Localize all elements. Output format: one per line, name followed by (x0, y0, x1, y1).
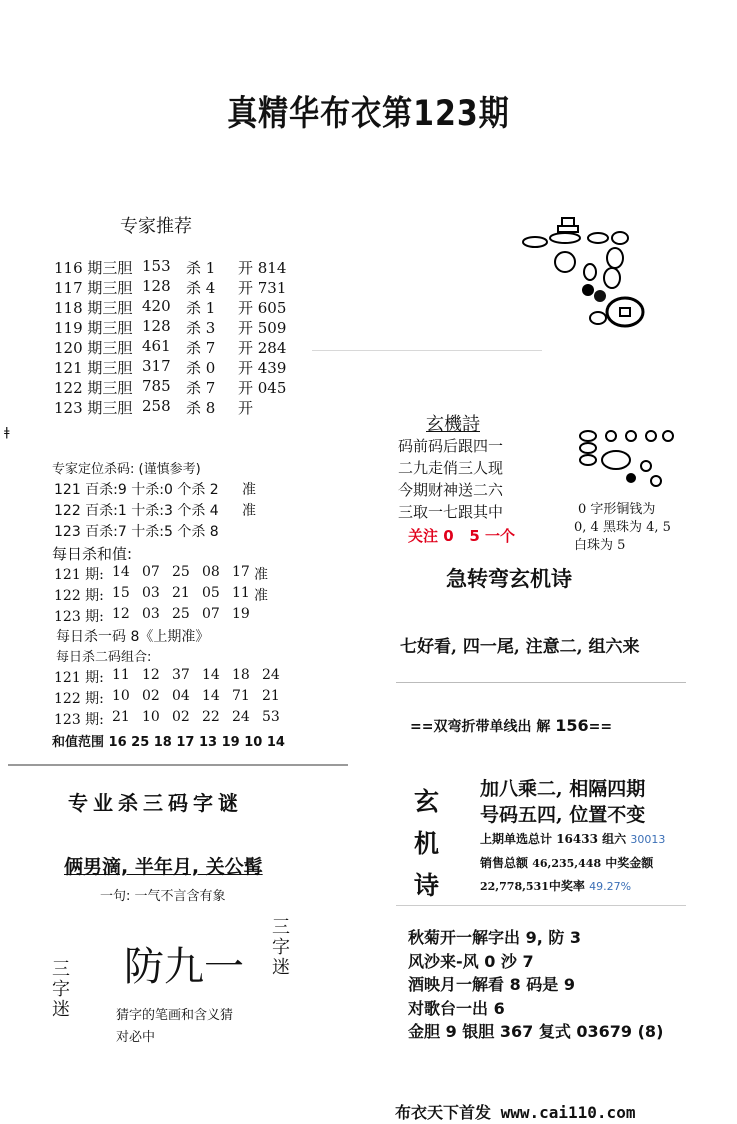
daily-two-num: 04 (172, 688, 190, 704)
mystic-focus: 关注 0 5 一个 (408, 527, 515, 545)
divider (396, 905, 686, 906)
daily-two-num: 24 (232, 709, 250, 725)
daily-sum-mark: 准 (254, 567, 268, 583)
expert-period: 118 期三胆 (54, 299, 133, 317)
daily-two-num: 18 (232, 667, 250, 683)
riddle-line: 一句: 一气不言含有象 (100, 889, 226, 904)
daily-two-num: 71 (232, 688, 250, 704)
daily-two-row (54, 667, 284, 687)
expert-sha: 杀 1 (186, 299, 216, 317)
position-kill-row (54, 500, 274, 520)
daily-sum-num: 15 (112, 585, 130, 601)
daily-sum-row (54, 585, 284, 605)
expert-period: 120 期三胆 (54, 339, 133, 357)
mystic-heading: 玄機詩 (426, 414, 480, 435)
expert-sha: 杀 0 (186, 359, 216, 377)
stat2-label2: 中奖金额 (605, 856, 654, 870)
stat1-label2: 组六 (602, 832, 627, 846)
position-kill-row (54, 479, 274, 499)
divider (8, 764, 348, 766)
expert-kai: 开 (238, 399, 254, 417)
stat1-label: 上期单选总计 (480, 832, 553, 846)
riddle-side-right: 三字迷 (272, 917, 290, 978)
daily-sum-num: 03 (142, 585, 160, 601)
daily-sum-num: 08 (202, 564, 220, 580)
expert-dan: 128 (142, 277, 171, 295)
stat3-pct: 49.27% (589, 880, 632, 893)
expert-sha: 杀 7 (186, 379, 216, 397)
expert-kai: 开 509 (238, 319, 287, 337)
daily-sum-row (54, 564, 284, 584)
expert-kai: 开 731 (238, 279, 287, 297)
daily-sum-num: 03 (142, 606, 160, 622)
daily-two-num: 14 (202, 667, 220, 683)
poem-stat3 (480, 877, 631, 894)
expert-kai: 开 284 (238, 339, 287, 357)
daily-sum-num: 25 (172, 564, 190, 580)
stat2-label: 销售总额 (480, 856, 529, 870)
coin-chain-icon (520, 210, 665, 340)
daily-two-num: 21 (262, 688, 280, 704)
daily-two-period: 121 期: (54, 670, 104, 686)
daily-two-num: 02 (172, 709, 190, 725)
expert-dan: 128 (142, 317, 171, 335)
mystic-line: 三取一七跟其中 (398, 503, 504, 521)
expert-heading: 专家推荐 (120, 216, 192, 237)
poem-line2: 号码五四, 位置不变 (480, 804, 646, 826)
expert-dan: 258 (142, 397, 171, 415)
daily-sum-num: 11 (232, 585, 250, 601)
position-kill-text: 123 百杀:7 十杀:5 个杀 8 (54, 524, 219, 540)
riddle-hint1: 猜字的笔画和含义猜 (116, 1008, 234, 1023)
divider (312, 350, 542, 351)
page-title: 真精华布衣第123期 (227, 93, 510, 135)
expert-dan: 317 (142, 357, 171, 375)
daily-sum-num: 07 (142, 564, 160, 580)
coin-text2: 0, 4 黑珠为 4, 5 (574, 520, 671, 535)
riddle-side-left: 三字迷 (52, 959, 70, 1020)
mystic-line: 二九走俏三人现 (398, 459, 504, 477)
footer-url[interactable]: www.cai110.com (500, 1103, 636, 1122)
hint-row: 金胆 9 银胆 367 复式 03679 (8) (408, 1022, 664, 1041)
coin-text3: 白珠为 5 (574, 538, 626, 553)
poem-vertical-char: 诗 (414, 871, 440, 900)
daily-sum-mark: 准 (254, 588, 268, 604)
edge-mark: ǂ (4, 425, 10, 439)
poem-line1: 加八乘二, 相隔四期 (480, 778, 646, 800)
expert-period: 121 期三胆 (54, 359, 133, 377)
stat1-val2: 30013 (630, 833, 666, 846)
expert-sha: 杀 4 (186, 279, 216, 297)
expert-row (54, 357, 304, 377)
expert-row (54, 257, 304, 277)
expert-row (54, 337, 304, 357)
daily-sum-row (54, 606, 284, 626)
daily-two-row (54, 688, 284, 708)
daily-two-num: 11 (112, 667, 130, 683)
daily-sum-num: 14 (112, 564, 130, 580)
expert-period: 122 期三胆 (54, 379, 133, 397)
expert-kai: 开 045 (238, 379, 287, 397)
sum-range: 和值范围 16 25 18 17 13 19 10 14 (52, 735, 285, 750)
position-kill-text: 121 百杀:9 十杀:0 个杀 2 (54, 482, 219, 498)
daily-two-heading: 每日杀二码组合: (56, 650, 152, 665)
poem-vertical-char: 机 (414, 829, 440, 858)
riddle-heading: 专业杀三码字谜 (68, 791, 243, 815)
expert-row (54, 397, 304, 417)
position-kill-mark: 准 (242, 503, 256, 519)
expert-period: 123 期三胆 (54, 399, 133, 417)
daily-two-num: 14 (202, 688, 220, 704)
stat3-label: 中奖率 (548, 879, 585, 893)
daily-two-num: 21 (112, 709, 130, 725)
poem-stat1 (480, 830, 665, 847)
footer-label: 布衣天下首发 (395, 1103, 492, 1122)
expert-dan: 420 (142, 297, 171, 315)
expert-kai: 开 814 (238, 259, 287, 277)
daily-sum-num: 25 (172, 606, 190, 622)
footer (395, 1100, 635, 1123)
daily-two-num: 24 (262, 667, 280, 683)
daily-sum-num: 07 (202, 606, 220, 622)
expert-row (54, 277, 304, 297)
daily-sum-num: 12 (112, 606, 130, 622)
hint-row: 酒映月一解看 8 码是 9 (408, 975, 575, 994)
expert-sha: 杀 8 (186, 399, 216, 417)
expert-period: 116 期三胆 (54, 259, 133, 277)
expert-row (54, 377, 304, 397)
divider (396, 682, 686, 683)
daily-two-num: 53 (262, 709, 280, 725)
stat3-val: 22,778,531 (480, 880, 549, 893)
mystic-line: 码前码后跟四一 (398, 437, 504, 455)
position-kill-row (54, 521, 274, 541)
expert-dan: 461 (142, 337, 171, 355)
expert-period: 119 期三胆 (54, 319, 133, 337)
expert-kai: 开 605 (238, 299, 287, 317)
daily-two-num: 37 (172, 667, 190, 683)
turn-poem-sub-right: == (588, 719, 613, 735)
daily-sum-period: 123 期: (54, 609, 104, 625)
daily-sum-period: 122 期: (54, 588, 104, 604)
coin-text1: 0 字形铜钱为 (578, 502, 656, 517)
hint-row: 秋菊开一解字出 9, 防 3 (408, 928, 582, 947)
turn-poem-line: 七好看, 四一尾, 注意二, 组六来 (400, 637, 640, 657)
riddle-big: 防九一 (124, 944, 244, 990)
expert-dan: 785 (142, 377, 171, 395)
poem-stat2 (480, 854, 653, 871)
expert-sha: 杀 7 (186, 339, 216, 357)
hint-row: 风沙来-风 0 沙 7 (408, 951, 534, 971)
mystic-line: 今期财神送二六 (398, 481, 504, 499)
turn-poem-sub (410, 716, 612, 736)
riddle-hint2: 对必中 (116, 1030, 156, 1045)
hint-row: 对歌台一出 6 (408, 998, 505, 1018)
daily-sum-num: 05 (202, 585, 220, 601)
daily-two-num: 12 (142, 667, 160, 683)
expert-row (54, 297, 304, 317)
turn-poem-heading: 急转弯玄机诗 (446, 567, 572, 591)
daily-sum-heading: 每日杀和值: (52, 545, 133, 563)
poem-vertical-char: 玄 (414, 787, 440, 816)
riddle-main: 俩男滴, 半年月, 关公髯 (64, 856, 263, 878)
position-kill-text: 122 百杀:1 十杀:3 个杀 4 (54, 503, 219, 519)
daily-two-num: 10 (142, 709, 160, 725)
daily-sum-num: 17 (232, 564, 250, 580)
mystic-panel (396, 408, 684, 558)
daily-two-num: 02 (142, 688, 160, 704)
daily-one: 每日杀一码 8《上期准》 (56, 629, 210, 645)
stat2-val: 46,235,448 (532, 857, 602, 870)
expert-kai: 开 439 (238, 359, 287, 377)
daily-sum-num: 21 (172, 585, 190, 601)
daily-two-num: 22 (202, 709, 220, 725)
daily-two-period: 122 期: (54, 691, 104, 707)
daily-sum-num: 19 (232, 606, 250, 622)
daily-two-row (54, 709, 284, 729)
position-kill-mark: 准 (242, 482, 256, 498)
expert-sha: 杀 1 (186, 259, 216, 277)
coin-row-icon (576, 426, 676, 496)
expert-dan: 153 (142, 257, 171, 275)
daily-two-period: 123 期: (54, 712, 104, 728)
expert-sha: 杀 3 (186, 319, 216, 337)
expert-row (54, 317, 304, 337)
turn-poem-sub-num: 156 (555, 716, 589, 735)
turn-poem-sub-left: ==双弯折带单线出 解 (410, 719, 551, 735)
daily-sum-period: 121 期: (54, 567, 104, 583)
position-kill-heading: 专家定位杀码: (谨慎参考) (52, 462, 201, 477)
expert-period: 117 期三胆 (54, 279, 133, 297)
stat1-val: 16433 (556, 832, 598, 846)
daily-two-num: 10 (112, 688, 130, 704)
